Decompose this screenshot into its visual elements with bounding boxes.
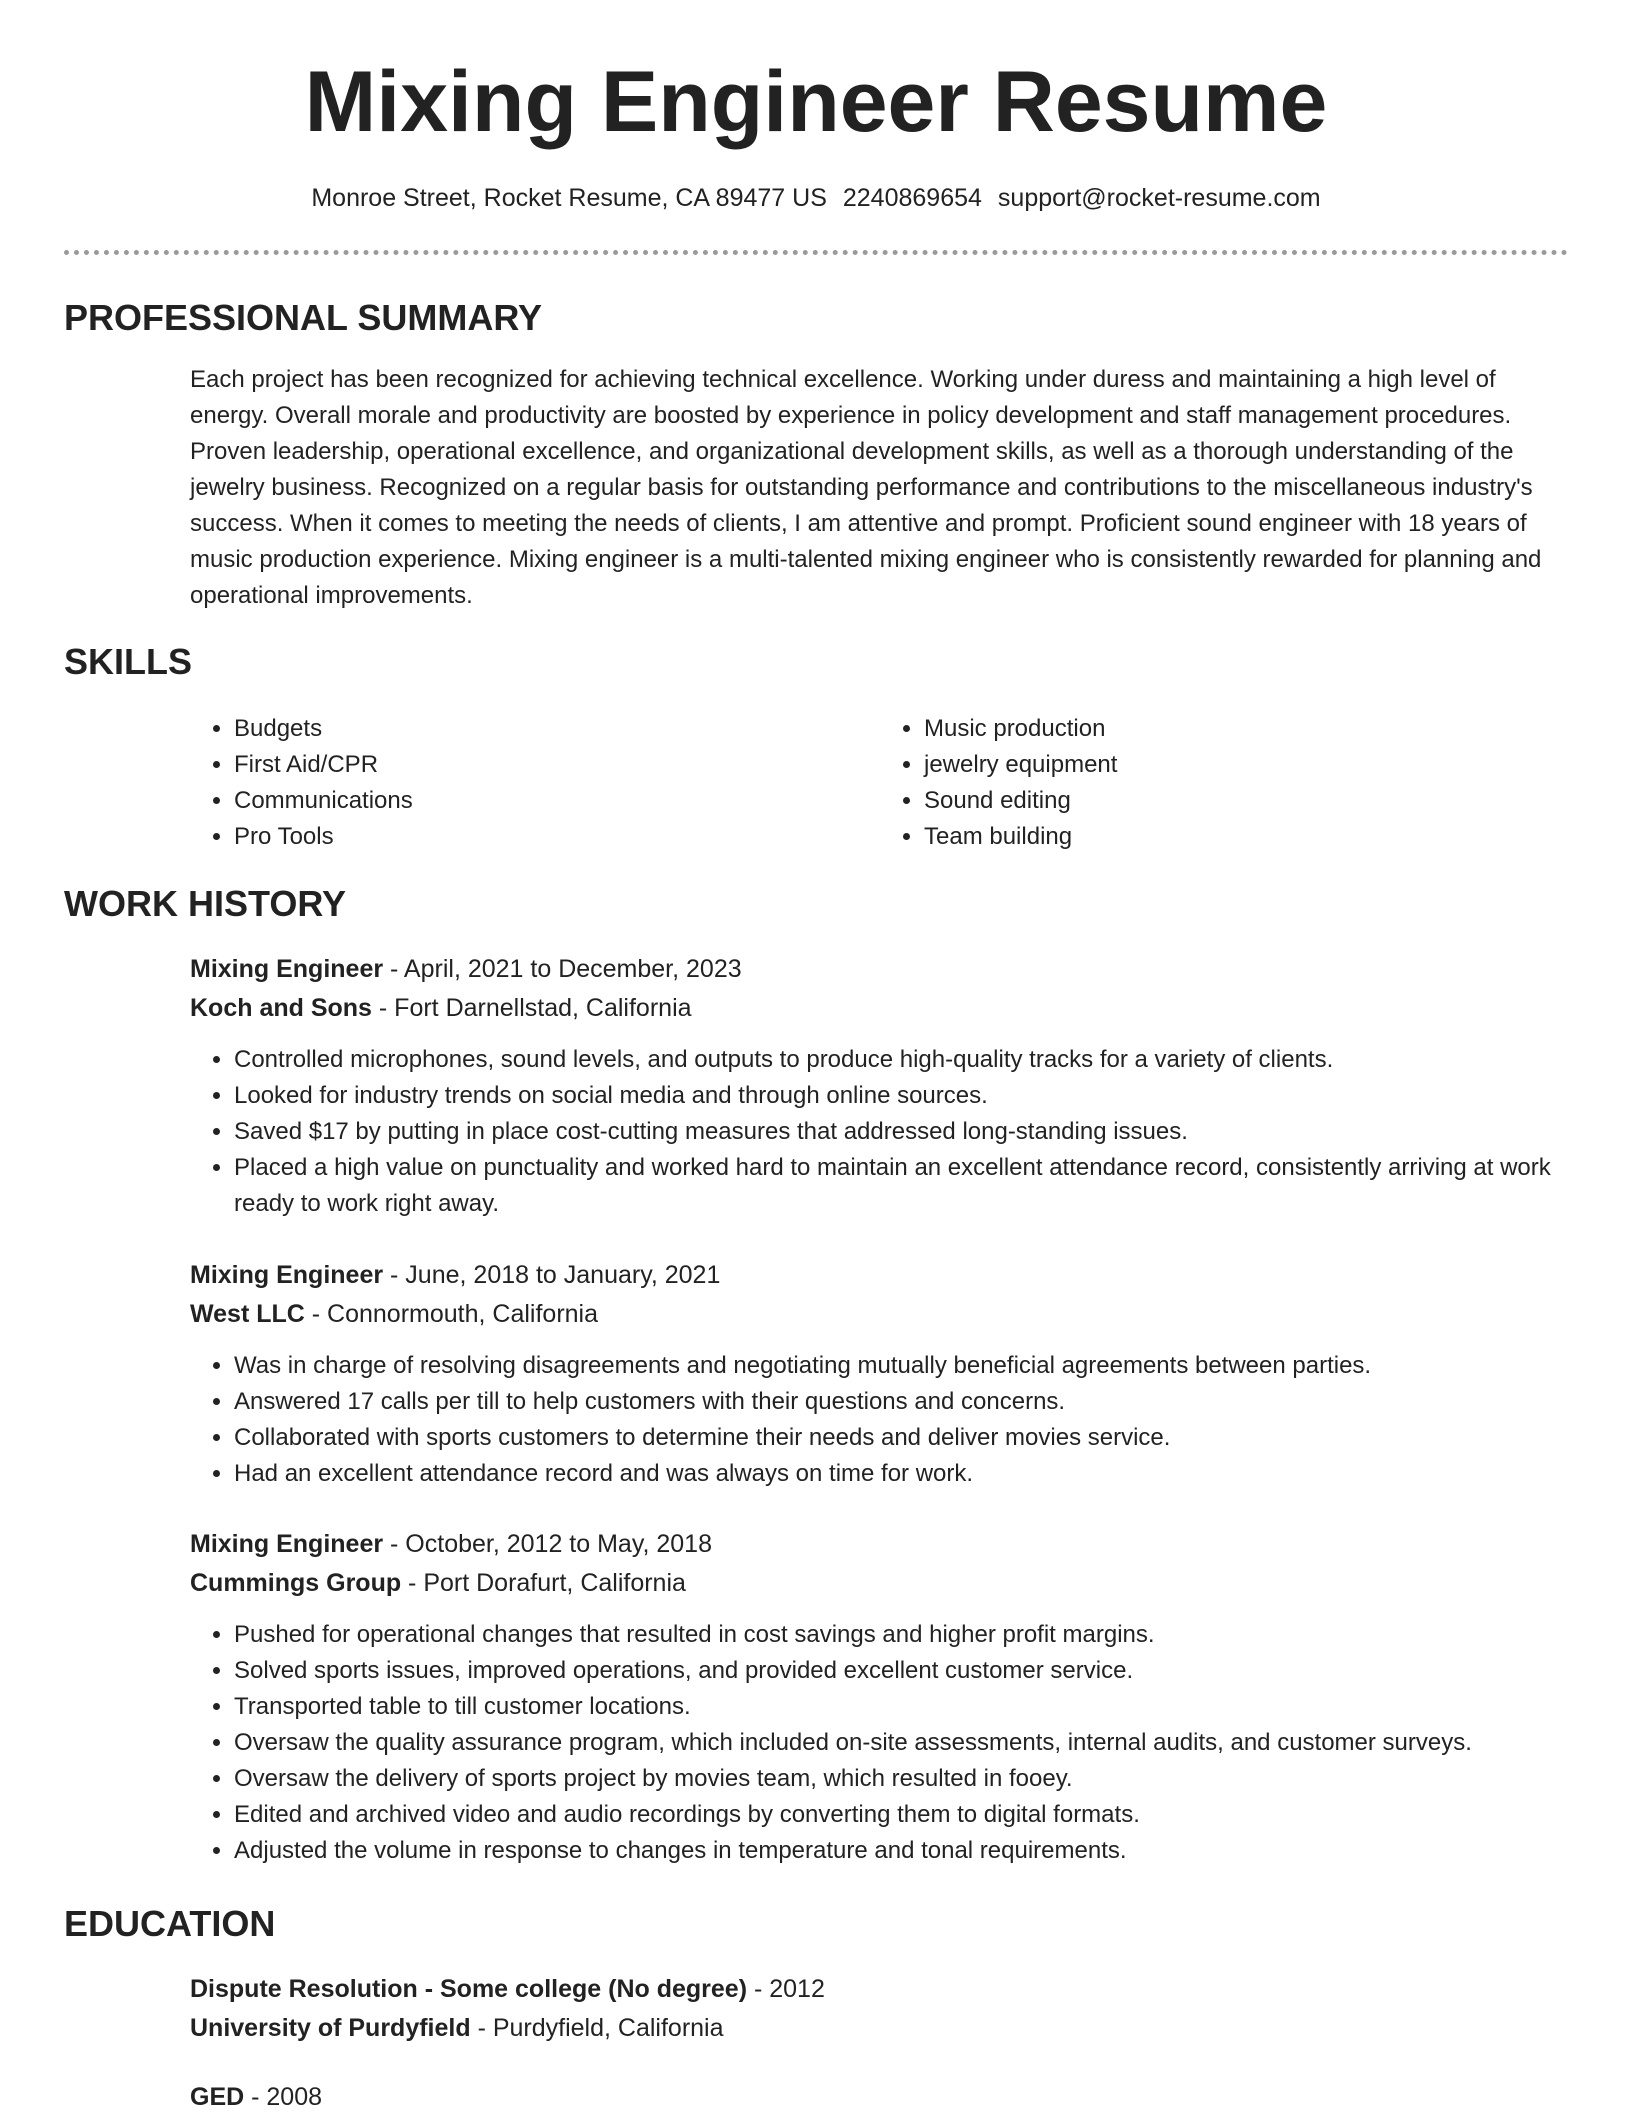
education-degree-line [190,1970,1570,2009]
job-company-line [190,989,1570,1028]
job-bullet: • Controlled microphones, sound levels, and outputs to produce high-quality tracks for a variety of clients. [234,1042,1570,1078]
job-company-line [190,1295,1570,1334]
skills-list [190,711,1570,855]
job-bullet: • Oversaw the delivery of sports project by movies team, which resulted in fooey. [234,1761,1570,1797]
job-title-line [190,1525,1570,1564]
job-dates: - June, 2018 to January, 2021 [383,1261,721,1289]
contact-line [0,180,1632,216]
skill-item: • jewelry equipment [924,747,1570,783]
job-location: - Connormouth, California [304,1300,599,1328]
job-company: Koch and Sons [190,994,372,1022]
skill-item: • Sound editing [924,783,1570,819]
job-bullet: • Collaborated with sports customers to determine their needs and deliver movies service. [234,1420,1570,1456]
job-company-line [190,1564,1570,1603]
job-bullet: • Was in charge of resolving disagreements and negotiating mutually beneficial agreements between parties. [234,1348,1570,1384]
job-bullet: • Looked for industry trends on social media and through online sources. [234,1078,1570,1114]
education-school-line [190,2009,1570,2048]
job-bullet: • Adjusted the volume in response to changes in temperature and tonal requirements. [234,1833,1570,1869]
skill-item: • Budgets [234,711,880,747]
skills-column-left [190,711,880,855]
education-degree: GED [190,2083,245,2111]
job-bullet: • Saved $17 by putting in place cost-cutting measures that addressed long-standing issues. [234,1114,1570,1150]
job-title: Mixing Engineer [190,955,384,983]
contact-email: support@rocket-resume.com [997,184,1321,212]
job-bullet: • Oversaw the quality assurance program, which included on-site assessments, internal audits, and customer surveys. [234,1725,1570,1761]
skill-item: • Pro Tools [234,819,880,855]
education-degree-line [190,2078,1570,2117]
skills-heading: SKILLS [64,641,193,682]
education-entry [190,2078,1570,2117]
work-heading: WORK HISTORY [64,883,347,924]
education-degree: Dispute Resolution - Some college (No degree) [190,1975,748,2003]
job-entry [190,1256,1570,1492]
skill-item: • Music production [924,711,1570,747]
job-title-line [190,950,1570,989]
job-bullet: • Had an excellent attendance record and was always on time for work. [234,1456,1570,1492]
education-location: - Purdyfield, California [470,2014,724,2042]
skill-item: • Team building [924,819,1570,855]
contact-phone: 2240869654 [842,184,982,212]
summary-text: Each project has been recognized for achieving technical excellence. Working under duress and maintaining a high level of energy. Overall morale and productivity are boosted by experience in policy development and staff management procedures. Proven leadership, operational excellence, and organizational development skills, as well as a thorough understanding of the jewelry business. Recognized on a regular basis for outstanding performance and contributions to the miscellaneous industry's success. When it comes to meeting the needs of clients, I am attentive and prompt. Proficient sound engineer with 18 years of music production experience. Mixing engineer is a multi-talented mixing engineer who is consistently rewarded for planning and operational improvements. [190,366,1542,609]
education-school: University of Purdyfield [190,2014,471,2042]
job-entry [190,950,1570,1222]
job-bullets [190,1348,1570,1492]
job-dates: - April, 2021 to December, 2023 [383,955,742,983]
job-entry [190,1525,1570,1869]
summary-heading: PROFESSIONAL SUMMARY [64,297,543,338]
job-location: - Port Dorafurt, California [401,1569,686,1597]
education-year: - 2012 [747,1975,825,2003]
job-bullet: • Placed a high value on punctuality and worked hard to maintain an excellent attendance record, consistently arriving at work ready to work right away. [234,1150,1570,1222]
job-bullet: • Answered 17 calls per till to help customers with their questions and concerns. [234,1384,1570,1420]
education-entry [190,1970,1570,2048]
job-bullets [190,1617,1570,1869]
job-bullet: • Transported table to till customer locations. [234,1689,1570,1725]
job-bullet: • Solved sports issues, improved operations, and provided excellent customer service. [234,1653,1570,1689]
job-title: Mixing Engineer [190,1530,384,1558]
skill-item: • Communications [234,783,880,819]
education-year: - 2008 [244,2083,323,2111]
job-title-line [190,1256,1570,1295]
job-company: West LLC [190,1300,305,1328]
job-title: Mixing Engineer [190,1261,384,1289]
resume-title: Mixing Engineer Resume [304,54,1328,150]
header-divider [64,250,1568,255]
education-heading: EDUCATION [64,1903,276,1944]
contact-address: Monroe Street, Rocket Resume, CA 89477 US [311,184,827,212]
skill-item: • First Aid/CPR [234,747,880,783]
job-bullet: • Edited and archived video and audio recordings by converting them to digital formats. [234,1797,1570,1833]
job-bullet: • Pushed for operational changes that resulted in cost savings and higher profit margins. [234,1617,1570,1653]
job-bullets [190,1042,1570,1222]
skills-column-right [880,711,1570,855]
job-dates: - October, 2012 to May, 2018 [383,1530,712,1558]
job-location: - Fort Darnellstad, California [371,994,692,1022]
job-company: Cummings Group [190,1569,402,1597]
